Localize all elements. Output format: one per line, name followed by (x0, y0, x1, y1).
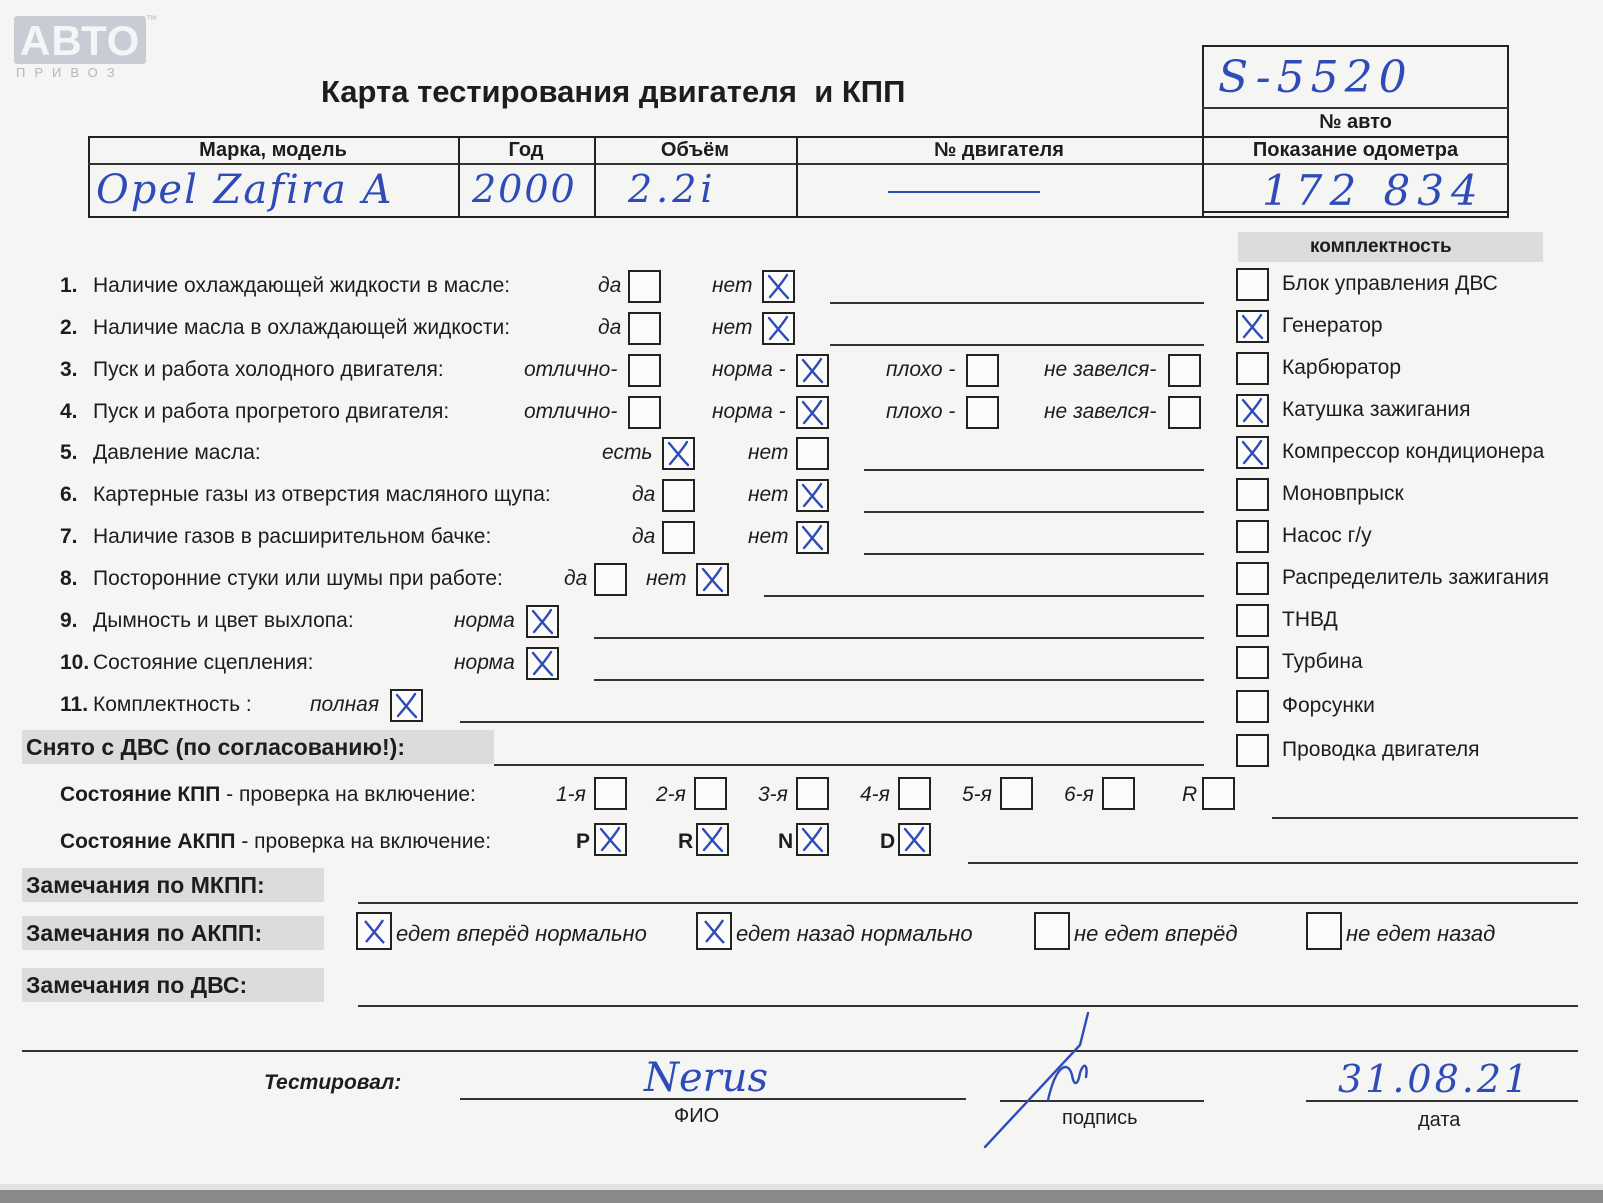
check-mark-icon (701, 918, 728, 945)
check-11-option-1-checkbox[interactable] (390, 689, 423, 722)
check-4-option-2-checkbox[interactable] (796, 396, 829, 429)
check-3-option-1-checkbox[interactable] (628, 354, 661, 387)
value-odometer: 172 834 (1262, 166, 1485, 215)
akpp-label-rest: - проверка на включение: (235, 830, 492, 853)
check-option-label: норма (454, 651, 515, 674)
kit-checkbox-12[interactable] (1236, 734, 1269, 767)
kpp-gear-label: R (1182, 783, 1198, 806)
akpp-remark-label: едет назад нормально (736, 921, 973, 946)
col-header-engine-number: № двигателя (934, 139, 1064, 161)
check-label: Комплектность : (93, 693, 252, 716)
check-label: Состояние сцепления: (93, 651, 314, 674)
check-option-label: полная (310, 693, 380, 716)
kpp-gear-label: 1-я (556, 783, 586, 806)
akpp-remark-label: едет вперёд нормально (396, 921, 647, 946)
check-mark-icon (1239, 439, 1266, 466)
kpp-gear-label: 3-я (758, 783, 788, 806)
kpp-line (1272, 817, 1578, 819)
check-option-label: да (632, 483, 656, 506)
car-number-value: S-5520 (1218, 52, 1413, 103)
col-header-make-model: Марка, модель (199, 139, 347, 161)
check-notes-line (594, 637, 1204, 639)
kpp-gear-label: 5-я (962, 783, 992, 806)
page-title: Карта тестирования двигателя и КПП (321, 74, 906, 109)
kit-item-label: Форсунки (1282, 694, 1375, 717)
check-2-option-2-checkbox[interactable] (762, 312, 795, 345)
header-table-row-divider (88, 163, 1509, 165)
check-mark-icon (529, 608, 556, 635)
check-notes-line (764, 595, 1204, 597)
check-mark-icon (1239, 313, 1266, 340)
akpp-remark-4-checkbox[interactable] (1306, 912, 1342, 950)
sheet-bottom-edge (0, 1184, 1603, 1190)
check-option-label: норма (454, 609, 515, 632)
remarks-mkpp-line (358, 902, 1578, 904)
akpp-gear-1-checkbox[interactable] (594, 823, 627, 856)
check-label: Наличие масла в охлаждающей жидкости: (93, 316, 511, 339)
engine-number-dash (888, 191, 1040, 193)
check-3-option-2-checkbox[interactable] (796, 354, 829, 387)
car-number-label: № авто (1319, 111, 1392, 133)
kit-checkbox-6[interactable] (1236, 478, 1269, 511)
check-notes-line (864, 469, 1204, 471)
akpp-remark-1-checkbox[interactable] (356, 912, 392, 950)
check-number: 9. (60, 609, 78, 632)
check-mark-icon (597, 826, 624, 853)
check-number: 11. (60, 693, 89, 716)
akpp-line (968, 862, 1578, 864)
check-mark-icon (799, 524, 826, 551)
kit-checkbox-1[interactable] (1236, 268, 1269, 301)
logo-sub-text: ПРИВОЗ (16, 65, 124, 80)
check-option-label: нет (748, 483, 789, 506)
kit-checkbox-9[interactable] (1236, 604, 1269, 637)
check-mark-icon (765, 315, 792, 342)
check-label: Пуск и работа прогретого двигателя: (93, 400, 450, 423)
check-option-label: нет (748, 441, 789, 464)
check-mark-icon (799, 357, 826, 384)
check-option-label: нет (712, 316, 753, 339)
kpp-gear-5-checkbox[interactable] (1000, 777, 1033, 810)
value-make-model: Opel Zafira A (96, 167, 394, 213)
check-option-label: нет (712, 274, 753, 297)
check-2-option-1-checkbox[interactable] (628, 312, 661, 345)
check-label: Посторонние стуки или шумы при работе: (93, 567, 503, 590)
check-option-label: отлично- (524, 358, 618, 381)
check-4-option-1-checkbox[interactable] (628, 396, 661, 429)
check-8-option-2-checkbox[interactable] (696, 563, 729, 596)
check-number: 10. (60, 651, 90, 674)
check-option-label: норма - (712, 358, 786, 381)
check-10-option-1-checkbox[interactable] (526, 647, 559, 680)
check-option-label: да (598, 316, 622, 339)
check-mark-icon (393, 692, 420, 719)
tester-name: Nerus (644, 1055, 769, 1101)
check-mark-icon (799, 482, 826, 509)
check-6-option-2-checkbox[interactable] (796, 479, 829, 512)
akpp-remark-label: не едет вперёд (1074, 921, 1238, 946)
akpp-remark-2-checkbox[interactable] (696, 912, 732, 950)
kit-checkbox-11[interactable] (1236, 690, 1269, 723)
check-option-label: да (598, 274, 622, 297)
col-header-volume: Объём (660, 139, 730, 161)
akpp-gear-3-checkbox[interactable] (796, 823, 829, 856)
check-label: Дымность и цвет выхлопа: (93, 609, 354, 632)
akpp-remark-label: не едет назад (1346, 921, 1496, 946)
check-option-label: плохо - (886, 358, 956, 381)
check-1-option-2-checkbox[interactable] (762, 270, 795, 303)
check-4-option-3-checkbox[interactable] (966, 396, 999, 429)
akpp-gear-4-checkbox[interactable] (898, 823, 931, 856)
logo-main-text: АВТО (20, 17, 141, 64)
check-mark-icon (361, 918, 388, 945)
check-1-option-1-checkbox[interactable] (628, 270, 661, 303)
check-option-label: плохо - (886, 400, 956, 423)
kit-title: комплектность (1310, 236, 1452, 257)
kpp-label-bold: Состояние КПП (60, 783, 221, 806)
kit-checkbox-3[interactable] (1236, 352, 1269, 385)
check-8-option-1-checkbox[interactable] (594, 563, 627, 596)
check-label: Наличие газов в расширительном бачке: (93, 525, 492, 548)
remarks-akpp-label: Замечания по АКПП: (26, 920, 263, 946)
check-number: 1. (60, 274, 78, 297)
check-6-option-1-checkbox[interactable] (662, 479, 695, 512)
kit-item-label: Катушка зажигания (1282, 398, 1471, 421)
check-option-label: нет (646, 567, 687, 590)
check-number: 2. (60, 316, 78, 339)
check-notes-line (864, 511, 1204, 513)
akpp-gear-label: D (880, 830, 896, 853)
kit-checkbox-7[interactable] (1236, 520, 1269, 553)
check-number: 5. (60, 441, 78, 464)
check-mark-icon (799, 826, 826, 853)
kpp-gear-label: 4-я (860, 783, 890, 806)
check-label: Давление масла: (93, 441, 261, 464)
check-option-label: нет (748, 525, 789, 548)
tested-by-label: Тестировал: (264, 1071, 402, 1094)
check-label: Пуск и работа холодного двигателя: (93, 358, 444, 381)
akpp-gear-label: N (778, 830, 794, 853)
value-volume: 2.2i (628, 167, 717, 211)
check-option-label: да (632, 525, 656, 548)
check-label: Наличие охлаждающей жидкости в масле: (93, 274, 511, 297)
kpp-gear-7-checkbox[interactable] (1202, 777, 1235, 810)
check-mark-icon (765, 273, 792, 300)
kit-item-label: Генератор (1282, 314, 1383, 337)
bottom-divider (22, 1050, 1578, 1052)
check-number: 4. (60, 400, 78, 423)
kpp-gear-6-checkbox[interactable] (1102, 777, 1135, 810)
check-option-label: есть (602, 441, 653, 464)
check-3-option-3-checkbox[interactable] (966, 354, 999, 387)
check-4-option-4-checkbox[interactable] (1168, 396, 1201, 429)
kit-item-label: ТНВД (1282, 608, 1338, 631)
date-caption: дата (1418, 1109, 1461, 1131)
check-notes-line (594, 679, 1204, 681)
kpp-gear-3-checkbox[interactable] (796, 777, 829, 810)
kit-item-label: Проводка двигателя (1282, 738, 1480, 761)
check-number: 6. (60, 483, 78, 506)
value-year: 2000 (472, 167, 577, 211)
kpp-label (60, 783, 476, 807)
kit-checkbox-2[interactable] (1236, 310, 1269, 343)
signature-caption: подпись (1062, 1107, 1138, 1129)
car-number-divider (1202, 107, 1509, 109)
remarks-mkpp-label: Замечания по МКПП: (26, 872, 265, 898)
logo (14, 16, 146, 64)
check-label: Картерные газы из отверстия масляного щупа: (93, 483, 551, 506)
kit-checkbox-10[interactable] (1236, 646, 1269, 679)
akpp-gear-2-checkbox[interactable] (696, 823, 729, 856)
test-date: 31.08.21 (1338, 1057, 1532, 1101)
check-option-label: да (564, 567, 588, 590)
kpp-gear-label: 2-я (656, 783, 686, 806)
kpp-gear-label: 6-я (1064, 783, 1094, 806)
check-number: 7. (60, 525, 78, 548)
kpp-gear-4-checkbox[interactable] (898, 777, 931, 810)
kit-item-label: Блок управления ДВС (1282, 272, 1498, 295)
name-caption: ФИО (674, 1105, 720, 1127)
check-mark-icon (799, 399, 826, 426)
akpp-gear-label: R (678, 830, 694, 853)
check-number: 3. (60, 358, 78, 381)
akpp-gear-label: P (576, 830, 591, 853)
check-notes-line (864, 553, 1204, 555)
kit-item-label: Насос г/у (1282, 524, 1372, 547)
check-option-label: не завелся- (1044, 358, 1157, 381)
check-option-label: не завелся- (1044, 400, 1157, 423)
signature-mark (960, 1005, 1150, 1155)
removed-line (494, 764, 1204, 766)
akpp-label-bold: Состояние АКПП (60, 830, 236, 853)
check-9-option-1-checkbox[interactable] (526, 605, 559, 638)
removed-label: Снято с ДВС (по согласованию!): (26, 734, 405, 760)
akpp-remark-3-checkbox[interactable] (1034, 912, 1070, 950)
col-header-year: Год (508, 139, 544, 161)
check-notes-line (830, 302, 1204, 304)
logo-tm-mark: ™ (146, 14, 157, 26)
check-mark-icon (901, 826, 928, 853)
kpp-label-rest: - проверка на включение: (220, 783, 476, 806)
col-header-odometer: Показание одометра (1252, 139, 1459, 161)
kit-checkbox-5[interactable] (1236, 436, 1269, 469)
check-number: 8. (60, 567, 78, 590)
kit-item-label: Карбюратор (1282, 356, 1402, 379)
kit-item-label: Компрессор кондиционера (1282, 440, 1545, 463)
check-mark-icon (529, 650, 556, 677)
check-notes-line (830, 344, 1204, 346)
akpp-label (60, 830, 491, 854)
check-notes-line (460, 721, 1204, 723)
kit-item-label: Моновпрыск (1282, 482, 1404, 505)
kit-checkbox-4[interactable] (1236, 394, 1269, 427)
kit-item-label: Турбина (1282, 650, 1363, 673)
check-mark-icon (1239, 397, 1266, 424)
check-mark-icon (699, 826, 726, 853)
remarks-dvs-label: Замечания по ДВС: (26, 972, 248, 998)
check-7-option-1-checkbox[interactable] (662, 521, 695, 554)
check-3-option-4-checkbox[interactable] (1168, 354, 1201, 387)
check-7-option-2-checkbox[interactable] (796, 521, 829, 554)
check-option-label: норма - (712, 400, 786, 423)
check-mark-icon (665, 440, 692, 467)
check-option-label: отлично- (524, 400, 618, 423)
check-mark-icon (699, 566, 726, 593)
kit-checkbox-8[interactable] (1236, 562, 1269, 595)
check-5-option-1-checkbox[interactable] (662, 437, 695, 470)
kit-item-label: Распределитель зажигания (1282, 566, 1550, 589)
kpp-gear-2-checkbox[interactable] (694, 777, 727, 810)
kpp-gear-1-checkbox[interactable] (594, 777, 627, 810)
check-5-option-2-checkbox[interactable] (796, 437, 829, 470)
